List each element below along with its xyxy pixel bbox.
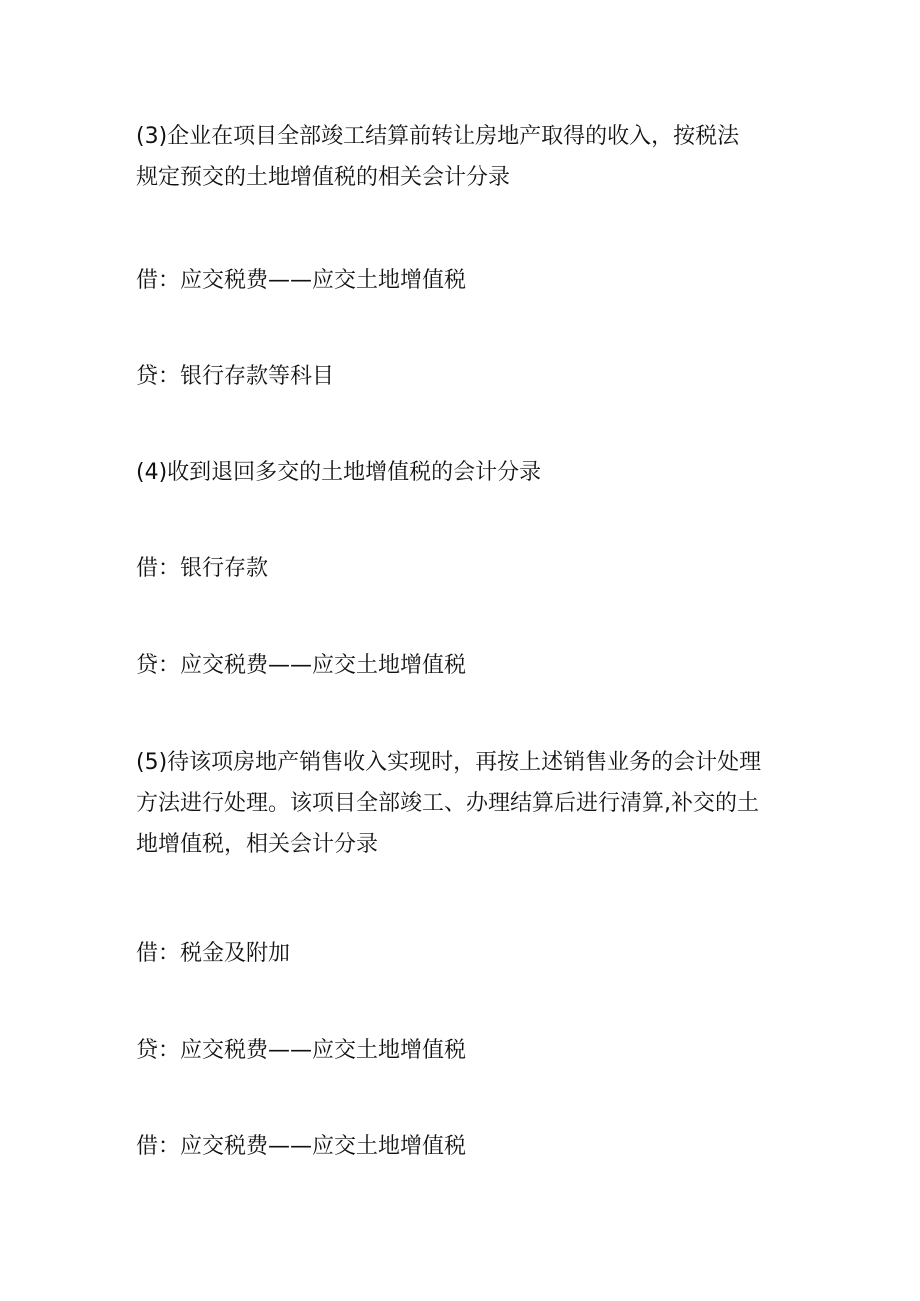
paragraph-line: 贷：应交税费——应交土地增值税	[136, 1038, 467, 1063]
paragraph-line: (5)待该项房地产销售收入实现时，再按上述销售业务的会计处理	[136, 750, 762, 775]
paragraph-line: 借：银行存款	[136, 556, 269, 581]
paragraph-line: 贷：银行存款等科目	[136, 364, 335, 389]
paragraph-line: 地增值税，相关会计分录	[136, 832, 379, 857]
paragraph-line: 方法进行处理。该项目全部竣工、办理结算后进行清算,补交的土	[136, 791, 759, 816]
paragraph-line: 借：税金及附加	[136, 941, 291, 966]
paragraph-line: 借：应交税费——应交土地增值税	[136, 1134, 467, 1159]
paragraph-item-4	[136, 452, 796, 493]
paragraph-line: 规定预交的土地增值税的相关会计分录	[136, 165, 511, 190]
journal-entry-credit	[136, 645, 796, 686]
paragraph-line: (4)收到退回多交的土地增值税的会计分录	[136, 460, 542, 485]
journal-entry-debit	[136, 548, 796, 589]
journal-entry-credit	[136, 1030, 796, 1071]
journal-entry-debit	[136, 933, 796, 974]
paragraph-line: (3)企业在项目全部竣工结算前转让房地产取得的收入，按税法	[136, 124, 740, 149]
paragraph-item-3	[136, 116, 796, 198]
journal-entry-debit	[136, 1126, 796, 1167]
paragraph-item-5	[136, 742, 796, 865]
journal-entry-debit	[136, 260, 796, 301]
paragraph-line: 贷：应交税费——应交土地增值税	[136, 653, 467, 678]
paragraph-line: 借：应交税费——应交土地增值税	[136, 268, 467, 293]
journal-entry-credit	[136, 356, 796, 397]
